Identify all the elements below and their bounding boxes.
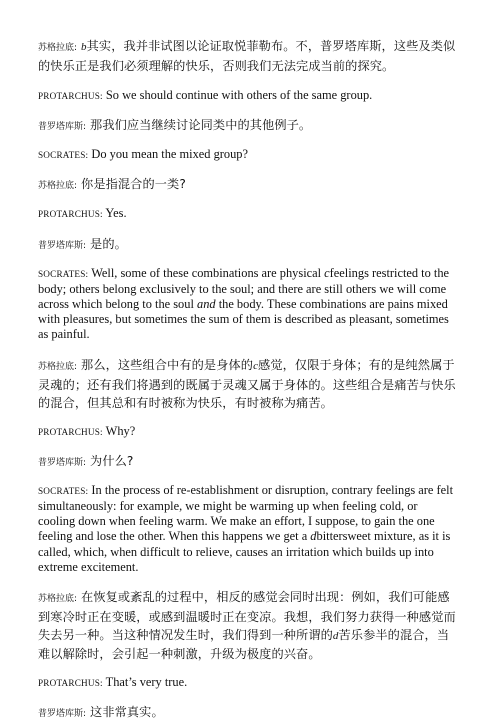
paragraph-socrates-zh xyxy=(38,356,456,412)
paragraph-text: 感觉，仅限于身体；有的是纯然属于灵魂的；还有我们将遇到的既属于灵魂又属于身体的。这些组合是痛苦与快乐的混合，但其总和有时被称为快乐，有时被称为痛苦。 xyxy=(38,357,456,410)
paragraph-text: In the process of re-establishment or disruption, contrary feelings are felt simultaneously: for example, we might be warming up when feeling cold, or cooling down when feeling warm. We make an effort, I suppose, to gain the one feeling and lose the other. When this happens we get a xyxy=(38,482,454,544)
margin-marker: d xyxy=(310,529,317,544)
paragraph-text: 在恢复或紊乱的过程中，相反的感觉会同时出现：例如，我们可能感到寒冷时正在变暖，或感到温暖时正在变凉。我想，我们努力获得一种感觉而失去另一种。当这种情况发生时，我们得到一种所谓的 xyxy=(38,590,456,643)
paragraph-text: Do you mean the mixed group? xyxy=(91,147,248,162)
speaker-label: PROTARCHUS: xyxy=(38,91,103,101)
paragraph-socrates-zh xyxy=(38,175,456,195)
paragraph-protarchus-en xyxy=(38,206,456,222)
paragraph-protarchus-zh xyxy=(38,703,456,723)
speaker-label: PROTARCHUS: xyxy=(38,426,103,437)
paragraph-socrates-zh xyxy=(38,37,456,75)
speaker-label: 苏格拉底: xyxy=(38,361,78,372)
speaker-label: 普罗塔库斯: xyxy=(38,240,87,251)
paragraph-text: 那我们应当继续讨论同类中的其他例子。 xyxy=(90,118,312,133)
speaker-label: SOCRATES: xyxy=(38,485,89,496)
margin-marker: c xyxy=(324,265,330,280)
paragraph-text: 你是指混合的一类? xyxy=(81,177,186,192)
paragraph-text: 这非常真实。 xyxy=(90,705,164,720)
paragraph-socrates-en xyxy=(38,483,456,575)
margin-marker: d xyxy=(332,630,339,643)
speaker-label: 普罗塔库斯: xyxy=(38,122,87,133)
speaker-label: PROTARCHUS: xyxy=(38,209,103,220)
paragraph-text: 那么，这些组合中有的是身体的 xyxy=(81,357,254,372)
paragraph-text: Well, some of these combinations are physical xyxy=(91,265,325,280)
paragraph-protarchus-zh xyxy=(38,235,456,255)
paragraph-text: So we should continue with others of the same group. xyxy=(105,88,373,102)
paragraph-protarchus-zh xyxy=(38,452,456,472)
paragraph-text: 为什么? xyxy=(90,453,134,468)
paragraph-socrates-zh xyxy=(38,588,456,663)
paragraph-text: feelings restricted to the body; others belong exclusively to the soul; and there are still others we will come across which belong to the soul xyxy=(38,265,450,312)
speaker-label: PROTARCHUS: xyxy=(38,678,103,689)
margin-marker: c xyxy=(253,359,259,372)
paragraph-text: bittersweet mixture, as it is called, which, when difficult to relieve, causes an irritation which builds up into extreme excitement. xyxy=(38,529,451,574)
speaker-label: 苏格拉底: xyxy=(38,181,78,192)
paragraph-socrates-en xyxy=(38,147,456,163)
paragraph-text: the body. These combinations are pains mixed with pleasures, but sometimes the sum of them is described as pleasant, sometimes as painful. xyxy=(38,297,449,342)
speaker-label: 苏格拉底: xyxy=(38,43,78,53)
speaker-label: SOCRATES: xyxy=(38,150,89,161)
speaker-label: 普罗塔库斯: xyxy=(38,457,87,468)
paragraph-text: Yes. xyxy=(105,206,127,221)
speaker-label: SOCRATES: xyxy=(38,268,89,279)
paragraph-protarchus-en xyxy=(38,424,456,440)
paragraph-protarchus-zh xyxy=(38,116,456,136)
paragraph-text: 是的。 xyxy=(90,236,127,251)
paragraph-text: Why? xyxy=(105,423,136,438)
paragraph-text: 其实，我并非试图以论证取悦菲勒布。不，普罗塔库斯，这些及类似的快乐正是我们必须理解的快乐，否则我们无法完成当前的探究。 xyxy=(38,39,456,73)
paragraph-protarchus-en xyxy=(38,675,456,691)
document-page xyxy=(38,37,456,723)
speaker-label: 苏格拉底: xyxy=(38,594,78,605)
paragraph-text: 苦乐参半的混合，当难以解除时，会引起一种刺激，升级为极度的兴奋。 xyxy=(38,628,450,662)
paragraph-socrates-en xyxy=(38,266,456,343)
paragraph-text: That’s very true. xyxy=(105,675,188,690)
emphasis-text: and xyxy=(197,297,216,312)
margin-marker: b xyxy=(81,41,87,53)
speaker-label: 普罗塔库斯: xyxy=(38,709,87,720)
paragraph-protarchus-en xyxy=(38,88,456,104)
